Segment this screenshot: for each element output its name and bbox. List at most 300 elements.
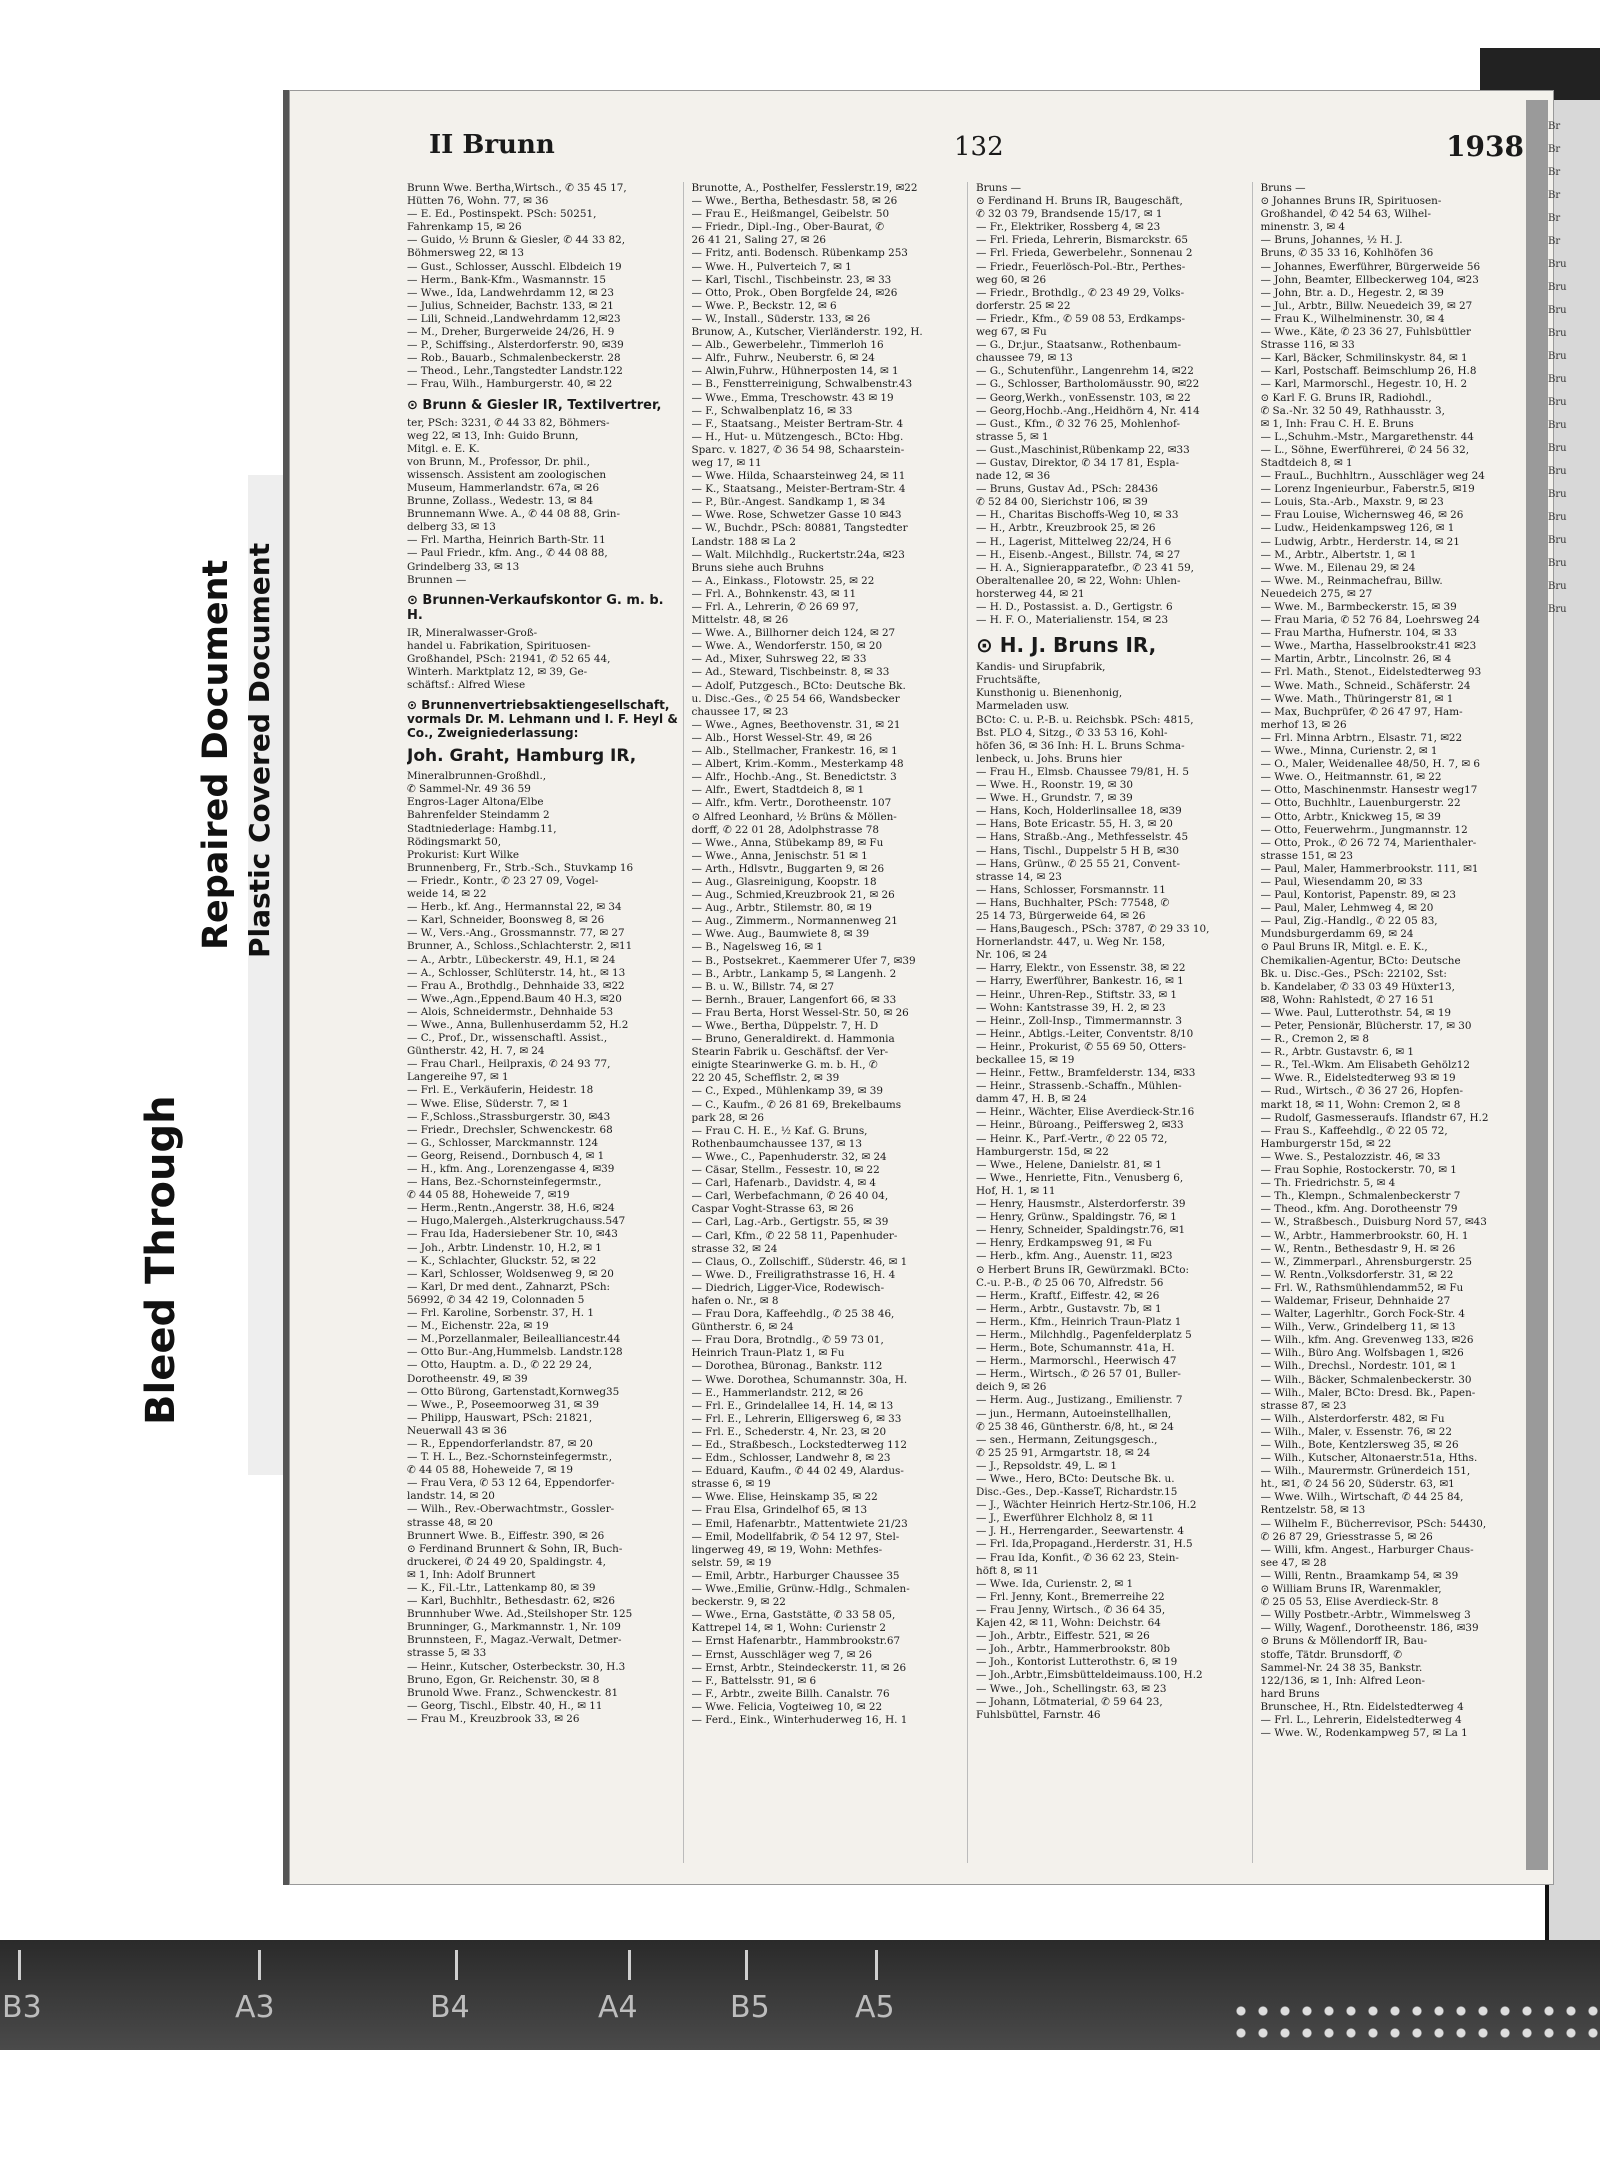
entry-line: — M., Dreher, Burgerweide 24/26, H. 9 [407, 326, 615, 339]
entry-line: — W., Zimmerparl., Ahrensburgerstr. 25 [1260, 1255, 1472, 1268]
entry-line: — F., Arbtr., zweite Billh. Canalstr. 76 [691, 1687, 890, 1700]
entry-line: — Wwe. H., Pulverteich 7, ✉ 1 [691, 260, 852, 273]
entry-line: — Otto, Maschinenmstr. Hansestr weg17 [1260, 784, 1478, 797]
entry-line: horsterweg 44, ✉ 21 [976, 587, 1085, 600]
entry-line: park 28, ✉ 26 [691, 1111, 764, 1124]
entry-line: minenstr. 3, ✉ 4 [1260, 221, 1345, 234]
column-1-entries-c [407, 627, 679, 692]
entry-line: Brunninger, G., Markmannstr. 1, Nr. 109 [407, 1621, 621, 1634]
entry-line: — F., Battelsstr. 91, ✉ 6 [691, 1674, 817, 1687]
entry-line: — Alois, Schneidermstr., Dehnhaide 53 [407, 1005, 614, 1018]
entry-line: — Frau Elsa, Grindelhof 65, ✉ 13 [691, 1504, 868, 1517]
entry-line: — Bruno, Generaldirekt. d. Hammonia [691, 1033, 895, 1046]
entry-line: — M., Arbtr., Albertstr. 1, ✉ 1 [1260, 548, 1417, 561]
entry-line: Bru [1548, 351, 1567, 362]
entry-line: Bru [1548, 305, 1567, 316]
entry-line: — Friedr., Dipl.-Ing., Ober-Baurat, ✆ [691, 221, 884, 234]
entry-line: — B. u. W., Billstr. 74, ✉ 27 [691, 980, 835, 993]
plastic-covered-label: Plastic Covered Document [243, 542, 276, 958]
entry-line: — Wilh., Rev.-Oberwachtmstr., Gossler- [407, 1503, 615, 1516]
entry-line: — Henry, Hausmstr., Alsterdorferstr. 39 [976, 1198, 1186, 1211]
entry-line: — Frau C. H. E., ½ Kaf. G. Bruns, [691, 1124, 868, 1137]
entry-line: — H., kfm. Ang., Lorenzengasse 4, ✉39 [407, 1163, 615, 1175]
entry-line: dorferstr. 25 ✉ 22 [976, 299, 1071, 312]
entry-line: Prokurist: Kurt Wilke [407, 848, 520, 861]
entry-line: — Carl, Werbefachmann, ✆ 26 40 04, [691, 1190, 889, 1203]
entry-line: — Frau Berta, Horst Wessel-Str. 50, ✉ 26 [691, 1006, 909, 1019]
entry-line: — Ludw., Heidenkampsweg 126, ✉ 1 [1260, 522, 1455, 535]
firm-brunnen-verkaufskontor: ⊙ Brunnen-Verkaufskontor G. m. b. H. [407, 592, 664, 623]
entry-line: — P., Bür.-Angest. Sandkamp 1, ✉ 34 [691, 496, 886, 509]
entry-line: — W., Buchdr., PSch: 80881, Tangstedter [691, 522, 908, 535]
entry-line: — John, Beamter, Ellbeckerweg 104, ✉23 [1260, 273, 1479, 286]
entry-line: — Hans, Koch, Holderlinsallee 18, ✉39 [976, 805, 1182, 818]
entry-line: — H., Lagerist, Mittelweg 22/24, H 6 [976, 535, 1172, 548]
entry-line: Museum, Hammerlandstr. 67a, ✉ 26 [407, 481, 600, 494]
entry-line: — Hugo,Malergeh.,Alsterkrugchauss.547 [407, 1215, 626, 1228]
entry-line: — B., Fenstterreinigung, Schwalbenstr.43 [691, 378, 913, 391]
entry-line: — Wwe. Elise, Heinskamp 35, ✉ 22 [691, 1491, 878, 1504]
entry-line: weg 17, ✉ 11 [691, 456, 762, 469]
entry-line: Brunschee, H., Rtn. Eidelstedterweg 4 [1260, 1700, 1464, 1713]
entry-line: — Paul, Maler, Hammerbrookstr. 111, ✉1 [1260, 862, 1479, 875]
entry-line: 25 14 73, Bürgerweide 64, ✉ 26 [976, 909, 1146, 922]
entry-line: — Walter, Lagerhltr., Gorch Fock-Str. 4 [1260, 1308, 1466, 1321]
entry-line: — sen., Hermann, Zeitungsgesch., [976, 1433, 1158, 1446]
entry-line: — Emil, Arbtr., Harburger Chaussee 35 [691, 1569, 900, 1582]
columns [407, 182, 1536, 1863]
entry-line: Engros-Lager Altona/Elbe [407, 796, 544, 809]
entry-line: — W., Install., Süderstr. 133, ✉ 26 [691, 312, 871, 325]
entry-line: — Wwe., Emma, Treschowstr. 43 ✉ 19 [691, 391, 894, 404]
entry-line: — Wwe., Martha, Hasselbrookstr.41 ✉23 [1260, 640, 1477, 653]
entry-line: — Hans, Straßb.-Ang., Methfesselstr. 45 [976, 831, 1189, 844]
entry-line: Bru [1548, 259, 1567, 270]
entry-line: Bru [1548, 443, 1567, 454]
column-1-entries-b [407, 417, 679, 587]
entry-line: — Wilh., Maurermstr. Grünerdeich 151, [1260, 1465, 1471, 1478]
entry-line: deich 9, ✉ 26 [976, 1381, 1047, 1394]
entry-line: — Wohn: Kantstrasse 39, H. 2, ✉ 23 [976, 1001, 1166, 1014]
entry-line: — Bernh., Brauer, Langenfort 66, ✉ 33 [691, 993, 897, 1006]
entry-line: strasse 32, ✉ 24 [691, 1242, 778, 1255]
entry-line: see 47, ✉ 28 [1260, 1556, 1327, 1569]
entry-line: — Waldemar, Friseur, Dehnhaide 27 [1260, 1294, 1451, 1307]
entry-line: ⊙ Bruns & Möllendorff IR, Bau- [1260, 1635, 1428, 1648]
entry-line: selstr. 59, ✉ 19 [691, 1556, 772, 1569]
entry-line: — Albert, Krim.-Komm., Mesterkamp 48 [691, 758, 904, 771]
entry-line: — Wwe. M., Reinmachefrau, Billw. [1260, 574, 1443, 587]
entry-line: ✆ 52 84 00, Sierichstr 106, ✉ 39 [976, 496, 1148, 509]
entry-line: — Willi, Rentn., Braamkamp 54, ✉ 39 [1260, 1569, 1459, 1582]
entry-line: Bst. PLO 4, Sitzg., ✆ 33 53 16, Kohl- [976, 726, 1168, 739]
entry-line: — Wwe., Agnes, Beethovenstr. 31, ✉ 21 [691, 718, 901, 731]
entry-line: IR, Mineralwasser-Groß- [407, 626, 538, 639]
entry-line: — K., Schlachter, Gluckstr. 52, ✉ 22 [407, 1254, 597, 1267]
page-binding-edge [1526, 100, 1548, 1870]
entry-line: einigte Stearinwerke G. m. b. H., ✆ [691, 1059, 878, 1072]
entry-line: — Alwin,Fuhrw., Hühnerposten 14, ✉ 1 [691, 365, 899, 378]
entry-line: — Herm., Arbtr., Gustavstr. 7b, ✉ 1 [976, 1302, 1162, 1315]
entry-line: — Hans, Grünw., ✆ 25 55 21, Convent- [976, 857, 1180, 870]
ruler-tick [875, 1950, 878, 1980]
entry-line: strasse 6, ✉ 19 [691, 1478, 771, 1491]
entry-line: Fruchtsäfte, [976, 674, 1041, 687]
entry-line: — Frau E., Heißmangel, Geibelstr. 50 [691, 208, 890, 221]
entry-line: — Frl. Math., Stenot., Eidelstedterweg 93 [1260, 666, 1482, 679]
entry-line: — Wwe. Ida, Curienstr. 2, ✉ 1 [976, 1577, 1134, 1590]
entry-line: Oberaltenallee 20, ✉ 22, Wohn: Uhlen- [976, 574, 1181, 587]
entry-line: — H. A., Signierapparatefbr., ✆ 23 41 59, [976, 561, 1194, 574]
column-1-entries-d [407, 770, 679, 1726]
entry-line: strasse 5, ✉ 33 [407, 1647, 487, 1660]
entry-line: ✆ 25 05 53, Elise Averdieck-Str. 8 [1260, 1596, 1439, 1609]
bleed-through-label: Bleed Through [138, 1095, 184, 1425]
entry-line: Güntherstr. 6, ✉ 24 [691, 1321, 794, 1334]
entry-line: — Lili, Schneid.,Landwehrdamm 12,✉23 [407, 312, 621, 325]
column-4-entries [1261, 182, 1533, 1740]
entry-line: nade 12, ✉ 36 [976, 470, 1051, 483]
entry-line: — Alfr., Ewert, Stadtdeich 8, ✉ 1 [691, 784, 865, 797]
entry-line: ✆ 26 87 29, Griesstrasse 5, ✉ 26 [1260, 1530, 1433, 1543]
entry-line: — Frl. A., Lehrerin, ✆ 26 69 97, [691, 601, 859, 613]
entry-line: ⊙ William Bruns IR, Warenmakler, [1260, 1583, 1442, 1596]
entry-line: Brunnert Wwe. B., Eiffestr. 390, ✉ 26 [407, 1529, 605, 1542]
entry-line: Stadtniederlage: Hambg.11, [407, 822, 557, 835]
entry-line: — Joh.,Arbtr.,Eimsbütteldeimauss.100, H.2 [976, 1669, 1203, 1682]
entry-line: — Wilh., Bote, Kentzlersweg 35, ✉ 26 [1260, 1439, 1459, 1451]
entry-line: ter, PSch: 3231, ✆ 44 33 82, Böhmers- [407, 416, 610, 429]
entry-line: — A., Arbtr., Lübeckerstr. 49, H.1, ✉ 24 [407, 953, 616, 966]
entry-line: — Martin, Arbtr., Lincolnstr. 26, ✉ 4 [1260, 653, 1452, 666]
entry-line: Mitgl. e. E. K. [407, 442, 480, 455]
entry-line: — Wilh., Bäcker, Schmalenbeckerstr. 30 [1260, 1373, 1472, 1386]
entry-line: — Heinr., Wächter, Elise Averdieck-Str.16 [976, 1106, 1195, 1119]
entry-line: — Heinr., Abtlgs.-Leiter, Conventstr. 8/10 [976, 1027, 1194, 1040]
entry-line: — Heinr., Büroang., Peiffersweg 2, ✉33 [976, 1119, 1184, 1132]
entry-line: — Carl, Hafenarb., Davidstr. 4, ✉ 4 [691, 1177, 877, 1190]
ruler-label-b4: B4 [430, 1990, 470, 2025]
entry-line: — Herm. Aug., Justizang., Emilienstr. 7 [976, 1394, 1183, 1407]
entry-line: — Wilh., Kutscher, Altonaerstr.51a, Hths. [1260, 1452, 1478, 1465]
ruler-tick [258, 1950, 261, 1980]
section-title: II Brunn [429, 130, 555, 160]
entry-line: Brunotte, A., Posthelfer, Fesslerstr.19, ✉22 [691, 182, 918, 194]
entry-line: — Adolf, Putzgesch., BCto: Deutsche Bk. [691, 679, 906, 692]
entry-line: — Friedr., Kontr., ✆ 23 27 09, Vogel- [407, 874, 599, 887]
entry-line: — Gustav, Direktor, ✆ 34 17 81, Espla- [976, 456, 1180, 469]
entry-line: — M.,Porzellanmaler, Beilealliancestr.44 [407, 1333, 621, 1346]
entry-line: — Friedr., Brothdlg., ✆ 23 49 29, Volks- [976, 286, 1185, 299]
entry-line: strasse 5, ✉ 1 [976, 430, 1049, 443]
entry-line: — Theod., Lehr.,Tangstedter Landstr.122 [407, 365, 623, 378]
entry-line: — Heinr., Uhren-Rep., Stiftstr. 33, ✉ 1 [976, 988, 1177, 1001]
entry-line: — H., Hut- u. Mützengesch., BCto: Hbg. [691, 430, 904, 443]
entry-line: — Frl. E., Verkäuferin, Heidestr. 18 [407, 1084, 594, 1097]
entry-line: — Wilh., kfm. Ang. Grevenweg 133, ✉26 [1260, 1334, 1474, 1347]
entry-line: Br [1548, 236, 1561, 247]
entry-line: — Philipp, Hauswart, PSch: 21821, [407, 1411, 593, 1424]
ruler-label-a4: A4 [598, 1990, 638, 2025]
entry-line: — Wwe. Math., Schneid., Schäferstr. 24 [1260, 679, 1471, 692]
page-header [429, 130, 1524, 170]
entry-line: Brunnemann Wwe. A., ✆ 44 08 88, Grin- [407, 508, 620, 521]
ruler-tick [745, 1950, 748, 1980]
entry-line: — Frl. E., Grindelallee 14, H. 14, ✉ 13 [691, 1399, 894, 1412]
entry-line: — L.,Schuhm.-Mstr., Margarethenstr. 44 [1260, 430, 1474, 443]
entry-line: — Alfr., Hochb.-Ang., St. Benedictstr. 3 [691, 771, 897, 784]
ruler-label-a5: A5 [855, 1990, 895, 2025]
entry-line: — Alfr., Fuhrw., Neuberstr. 6, ✉ 24 [691, 352, 875, 365]
entry-line: Bru [1548, 420, 1567, 431]
entry-line: — Hans, Bez.-Schornsteinfegermstr., [407, 1176, 602, 1189]
entry-line: — Ad., Mixer, Suhrsweg 22, ✉ 33 [691, 653, 867, 666]
entry-line: — Willy Postbetr.-Arbtr., Wimmelsweg 3 [1260, 1609, 1471, 1622]
entry-line: — Karl, Postschaff. Beimschlump 26, H.8 [1260, 365, 1477, 378]
entry-line: — Wilh., Maler, BCto: Dresd. Bk., Papen- [1260, 1386, 1476, 1399]
entry-line: Kattrepel 14, ✉ 1, Wohn: Curienstr 2 [691, 1622, 886, 1635]
entry-line: — G., Schutenführ., Langenrehm 14, ✉22 [976, 365, 1194, 378]
entry-line: — Wwe. O., Heitmannstr. 61, ✉ 22 [1260, 771, 1442, 784]
entry-line: — Frau Martha, Hufnerstr. 104, ✉ 33 [1260, 627, 1458, 640]
entry-line: — K., Fil.-Ltr., Lattenkamp 80, ✉ 39 [407, 1582, 596, 1594]
entry-line: markt 18, ✉ 11, Wohn: Cremon 2, ✉ 8 [1260, 1098, 1461, 1111]
entry-line: — Frau Maria, ✆ 52 76 84, Loehrsweg 24 [1260, 614, 1480, 627]
entry-line: — J. H., Herrengarder., Seewartenstr. 4 [976, 1525, 1184, 1538]
entry-line: — Hans,Baugesch., PSch: 3787, ✆ 29 33 10, [976, 923, 1210, 936]
entry-line: — Hans, Bote Ericastr. 55, H. 3, ✉ 20 [976, 818, 1173, 831]
entry-line: — H., Arbtr., Kreuzbrook 25, ✉ 26 [976, 522, 1156, 535]
entry-line: — Louis, Sta.-Arb., Maxstr. 9, ✉ 23 [1260, 496, 1444, 509]
entry-line: — Diedrich, Ligger-Vice, Rodewisch- [691, 1281, 885, 1294]
entry-line: — Frau K., Wilhelminenstr. 30, ✉ 4 [1260, 312, 1445, 325]
entry-line: — A., Einkass., Flotowstr. 25, ✉ 22 [691, 574, 875, 587]
entry-line: — Herm., Wirtsch., ✆ 26 57 01, Buller- [976, 1368, 1181, 1381]
entry-line: ✉8, Wohn: Rahlstedt, ✆ 27 16 51 [1260, 993, 1435, 1006]
column-1 [407, 182, 684, 1863]
entry-line: ✆ 44 05 88, Hoheweide 7, ✉19 [407, 1189, 570, 1202]
column-3 [976, 182, 1253, 1863]
entry-line: damm 47, H. B, ✉ 24 [976, 1093, 1087, 1106]
ruler-tick [628, 1950, 631, 1980]
entry-line: — Bruns, Johannes, ½ H. J. [1260, 234, 1403, 247]
page-year: 1938 [1446, 130, 1524, 163]
entry-line: — Arth., Hdlsvtr., Buggarten 9, ✉ 26 [691, 862, 885, 875]
entry-line: strasse 151, ✉ 23 [1260, 849, 1353, 862]
entry-line: lenbeck, u. Johs. Bruns hier [976, 752, 1122, 765]
entry-line: — Frau Ida, Konfit., ✆ 36 62 23, Stein- [976, 1551, 1179, 1564]
entry-line: hard Bruns [1260, 1687, 1320, 1700]
entry-line: — Paul, Zig.-Handlg., ✆ 22 05 83, [1260, 915, 1438, 928]
entry-line: — Herb., kfm. Ang., Auenstr. 11, ✉23 [976, 1250, 1173, 1263]
entry-line: ht., ✉1, ✆ 24 56 20, Süderstr. 63, ✉1 [1260, 1478, 1455, 1491]
entry-line: — Frau Dora, Brotndlg., ✆ 59 73 01, [691, 1334, 884, 1347]
entry-line: — Frau, Wilh., Hamburgerstr. 40, ✉ 22 [407, 378, 613, 391]
entry-line: — Wwe. S., Pestalozzistr. 46, ✉ 33 [1260, 1150, 1441, 1163]
entry-line: — Fr., Elektriker, Rossberg 4, ✉ 23 [976, 221, 1161, 234]
entry-line: — Wwe. Math., Thüringerstr 81, ✉ 1 [1260, 692, 1454, 705]
entry-line: — Heinr., Kutscher, Osterbeckstr. 30, H.3 [407, 1660, 626, 1673]
entry-line: — Aug., Glasreinigung, Koopstr. 18 [691, 875, 877, 888]
entry-line: — Alb., Horst Wessel-Str. 49, ✉ 26 [691, 731, 873, 744]
entry-line: Neuerwall 43 ✉ 36 [407, 1424, 507, 1437]
entry-line: — C., Exped., Mühlenkamp 39, ✉ 39 [691, 1085, 884, 1098]
entry-line: — G., Schlosser, Bartholomäusstr. 90, ✉22 [976, 378, 1200, 391]
entry-line: — Wilh., Maler, v. Essenstr. 76, ✉ 22 [1260, 1425, 1453, 1438]
entry-line: von Brunn, M., Professor, Dr. phil., [407, 455, 590, 468]
entry-line: — Wwe. M., Eilenau 29, ✉ 24 [1260, 561, 1416, 574]
entry-line: — Herm., Kraftf., Eiffestr. 42, ✉ 26 [976, 1289, 1160, 1302]
entry-line: — Hans, Buchhalter, PSch: 77548, ✆ [976, 896, 1170, 909]
entry-line: — Ed., Straßbesch., Lockstedterweg 112 [691, 1439, 907, 1451]
entry-line: — B., Postsekret., Kaemmerer Ufer 7, ✉39 [691, 954, 916, 967]
entry-line: Hamburgerstr. 15d, ✉ 22 [976, 1145, 1109, 1158]
entry-line: — J., Wächter Heinrich Hertz-Str.106, H.2 [976, 1499, 1197, 1512]
entry-line: — Herm., Kfm., Heinrich Traun-Platz 1 [976, 1315, 1182, 1328]
entry-line: — Ludwig, Arbtr., Herderstr. 14, ✉ 21 [1260, 535, 1460, 548]
entry-line: — Henry, Erdkampsweg 91, ✉ Fu [976, 1237, 1152, 1250]
entry-line: — Otto, Prok., Oben Borgfelde 24, ✉26 [691, 286, 898, 299]
directory-page [283, 90, 1554, 1885]
entry-line: Nr. 106, ✉ 24 [976, 949, 1048, 962]
entry-line: — Wwe., Ida, Landwehrdamm 12, ✉ 23 [407, 286, 614, 299]
entry-line: — Henry, Grünw., Spaldingstr. 76, ✉ 1 [976, 1211, 1177, 1224]
entry-line: — Aug., Zimmerm., Normannenweg 21 [691, 915, 898, 928]
entry-line: — Aug., Arbtr., Stilemstr. 80, ✉ 19 [691, 902, 872, 915]
entry-line: — Harry, Ewerführer, Bankestr. 16, ✉ 1 [976, 975, 1184, 988]
entry-line: — Wwe., Henriette, Fitn., Venusberg 6, [976, 1171, 1184, 1184]
entry-line: ⊙ Ferdinand H. Bruns IR, Baugeschäft, [976, 195, 1183, 208]
entry-line: höfen 36, ✉ 36 Inh: H. L. Bruns Schma- [976, 739, 1185, 752]
entry-line: — Frau Dora, Kaffeehdlg., ✆ 25 38 46, [691, 1308, 895, 1321]
entry-line: — E. Ed., Postinspekt. PSch: 50251, [407, 208, 597, 221]
entry-line: — Paul, Wiesendamm 20, ✉ 33 [1260, 875, 1423, 888]
entry-line: — Gust., Kfm., ✆ 32 76 25, Mohlenhof- [976, 417, 1181, 430]
entry-line: — Frl. Jenny, Kont., Bremerreihe 22 [976, 1590, 1165, 1603]
entry-line: ⊙ Paul Bruns IR, Mitgl. e. E. K., [1260, 941, 1428, 954]
entry-line: — R., Arbtr. Gustavstr. 6, ✉ 1 [1260, 1046, 1414, 1059]
entry-line: — Wwe., Bertha, Düppelstr. 7, H. D [691, 1020, 879, 1032]
entry-line: — Wwe. Aug., Baumwiete 8, ✉ 39 [691, 928, 870, 941]
entry-line: Brunner, A., Schloss.,Schlachterstr. 2, ✉11 [407, 940, 633, 953]
entry-line: — Wilh., Büro Ang. Wolfsbagen 1, ✉26 [1260, 1347, 1464, 1360]
entry-line: — Heinr., Prokurist, ✆ 55 69 50, Otters- [976, 1040, 1186, 1053]
entry-line: stoffe, Tätdr. Brunsdorff, ✆ [1260, 1648, 1402, 1661]
entry-line: Br [1548, 213, 1561, 224]
entry-line: chaussee 17, ✉ 23 [691, 705, 789, 718]
entry-line: strasse 87, ✉ 23 [1260, 1399, 1347, 1412]
entry-line: — Wilh., Alsterdorferstr. 482, ✉ Fu [1260, 1412, 1445, 1425]
entry-line: — Frl. Martha, Heinrich Barth-Str. 11 [407, 534, 606, 547]
entry-line: — Paul, Kontorist, Papenstr. 89, ✉ 23 [1260, 889, 1457, 902]
entry-line: — Wwe., Anna, Bullenhuserdamm 52, H.2 [407, 1018, 629, 1031]
entry-line: Bruns siehe auch Bruhns [691, 561, 824, 574]
entry-line: — H., Charitas Bischoffs-Weg 10, ✉ 33 [976, 509, 1179, 522]
entry-line: — Wwe. P., Beckstr. 12, ✉ 6 [691, 299, 837, 312]
entry-line: — Wwe. Wilh., Wirtschaft, ✆ 44 25 84, [1260, 1491, 1464, 1504]
page-number: 132 [954, 132, 1004, 162]
entry-line: — Aug., Schmied,Kreuzbrook 21, ✉ 26 [691, 889, 895, 902]
entry-line: — Wwe. A., Billhorner deich 124, ✉ 27 [691, 627, 896, 640]
entry-line: — Hans, Tischl., Duppelstr 5 H B, ✉30 [976, 844, 1179, 857]
entry-line: — Walt. Milchhdlg., Ruckertstr.24a, ✉23 [691, 548, 905, 561]
entry-line: — Max, Buchprüfer, ✆ 26 47 97, Ham- [1260, 705, 1463, 718]
entry-line: — Wwe., Käte, ✆ 23 36 27, Fuhlsbüttler [1260, 326, 1471, 339]
entry-line: — Frau Louise, Wichernsweg 46, ✉ 26 [1260, 509, 1464, 522]
entry-line: — Otto Bürong, Gartenstadt,Kornweg35 [407, 1385, 620, 1398]
entry-line: weg 22, ✉ 13, Inh: Guido Brunn, [407, 429, 579, 442]
entry-line: Bru [1548, 512, 1567, 523]
entry-line: — Frau Jenny, Wirtsch., ✆ 36 64 35, [976, 1603, 1166, 1616]
entry-line: — Willi, kfm. Angest., Harburger Chaus- [1260, 1543, 1474, 1556]
ruler-tick [18, 1950, 21, 1980]
entry-line: — G., Schlosser, Marckmannstr. 124 [407, 1136, 599, 1149]
entry-line: ✆ 25 38 46, Güntherstr. 6/8, ht., ✉ 24 [976, 1420, 1174, 1433]
entry-line: — Otto, Feuerwehrm., Jungmannstr. 12 [1260, 823, 1468, 836]
entry-line: Mineralbrunnen-Großhdl., [407, 770, 547, 783]
entry-line: — Wwe. Rose, Schwetzer Gasse 10 ✉43 [691, 509, 902, 522]
entry-line: — Joh., Arbtr., Eiffestr. 521, ✉ 26 [976, 1630, 1150, 1643]
entry-line: — John, Btr. a. D., Hegestr. 2, ✉ 39 [1260, 286, 1444, 299]
entry-line: — Frau Charl., Heilpraxis, ✆ 24 93 77, [407, 1058, 611, 1071]
entry-line: weg 60, ✉ 26 [976, 273, 1047, 286]
entry-line: — Wwe. R., Eidelstedterweg 93 ✉ 19 [1260, 1072, 1456, 1085]
entry-line: Brunn Wwe. Bertha,Wirtsch., ✆ 35 45 17, [407, 182, 627, 194]
entry-line: — Heinr., Strassenb.-Schaffn., Mühlen- [976, 1080, 1182, 1093]
entry-line: — Wwe. D., Freiligrathstrasse 16, H. 4 [691, 1268, 896, 1281]
entry-line: — M., Eichenstr. 22a, ✉ 19 [407, 1320, 549, 1333]
entry-line: — Jul., Arbtr., Billw. Neuedeich 39, ✉ 27 [1260, 299, 1473, 312]
entry-line: BCto: C. u. P.-B. u. Reichsbk. PSch: 4815, [976, 713, 1194, 726]
entry-line: — Heinr., Zoll-Insp., Timmermannstr. 3 [976, 1014, 1183, 1027]
ruler-label-b3: B3 [2, 1990, 42, 2025]
entry-line: Güntherstr. 42, H. 7, ✉ 24 [407, 1045, 545, 1058]
column-2 [692, 182, 969, 1863]
entry-line: — Wwe. Felicia, Vogteiweg 10, ✉ 22 [691, 1700, 883, 1713]
entry-line: Disc.-Ges., Dep.-KasseT, Richardstr.15 [976, 1486, 1178, 1499]
column-3-entries-a [976, 182, 1248, 627]
entry-line: — E., Hammerlandstr. 212, ✉ 26 [691, 1386, 864, 1399]
entry-line: — Gust.,Maschinist,Rübenkamp 22, ✉33 [976, 443, 1190, 456]
entry-line: Brunold Wwe. Franz., Schwenckestr. 81 [407, 1686, 619, 1699]
entry-line: — F., Schwalbenplatz 16, ✉ 33 [691, 404, 853, 417]
entry-line: Sparc. v. 1827, ✆ 36 54 98, Schaarstein- [691, 443, 905, 456]
facing-page-fragment [1548, 110, 1600, 1860]
entry-line: Bru [1548, 604, 1567, 615]
entry-line: — W., Vers.-Ang., Grossmannstr. 77, ✉ 27 [407, 927, 625, 940]
entry-line: — Heinr. K., Parf.-Vertr., ✆ 22 05 72, [976, 1132, 1168, 1145]
entry-line: — Wwe. M., Barmbeckerstr. 15, ✉ 39 [1260, 601, 1457, 613]
entry-line: — Wwe., Hero, BCto: Deutsche Bk. u. [976, 1473, 1175, 1485]
entry-line: — Hans, Schlosser, Forsmannstr. 11 [976, 883, 1166, 896]
entry-line: — Johann, Lötmaterial, ✆ 59 64 23, [976, 1695, 1163, 1708]
entry-line: Fuhlsbüttel, Farnstr. 46 [976, 1708, 1101, 1721]
entry-line: — Karl, Dr med dent., Zahnarzt, PSch: [407, 1280, 611, 1293]
entry-line: Bru [1548, 581, 1567, 592]
entry-line: — Wilhelm F., Bücherrevisor, PSch: 54430, [1260, 1517, 1487, 1530]
repaired-document-label: Repaired Document [196, 559, 236, 950]
entry-line: — Carl, Kfm., ✆ 22 58 11, Papenhuder- [691, 1229, 898, 1242]
entry-line: — T. H. L., Bez.-Schornsteinfegermstr., [407, 1451, 613, 1464]
column-1-entries-a [407, 182, 679, 392]
entry-line: Dorotheenstr. 49, ✉ 39 [407, 1372, 528, 1385]
entry-line: — Theod., kfm. Ang. Dorotheenstr 79 [1260, 1203, 1458, 1216]
entry-line: ⊙ Johannes Bruns IR, Spirituosen- [1260, 195, 1442, 208]
entry-line: lingerweg 49, ✉ 19, Wohn: Methfes- [691, 1543, 883, 1556]
entry-line: — G., Dr.jur., Staatsanw., Rothenbaum- [976, 339, 1181, 352]
entry-line: — Frau M., Kreuzbrook 33, ✉ 26 [407, 1712, 580, 1725]
entry-line: — Alb., Gewerbelehr., Timmerloh 16 [691, 339, 884, 352]
